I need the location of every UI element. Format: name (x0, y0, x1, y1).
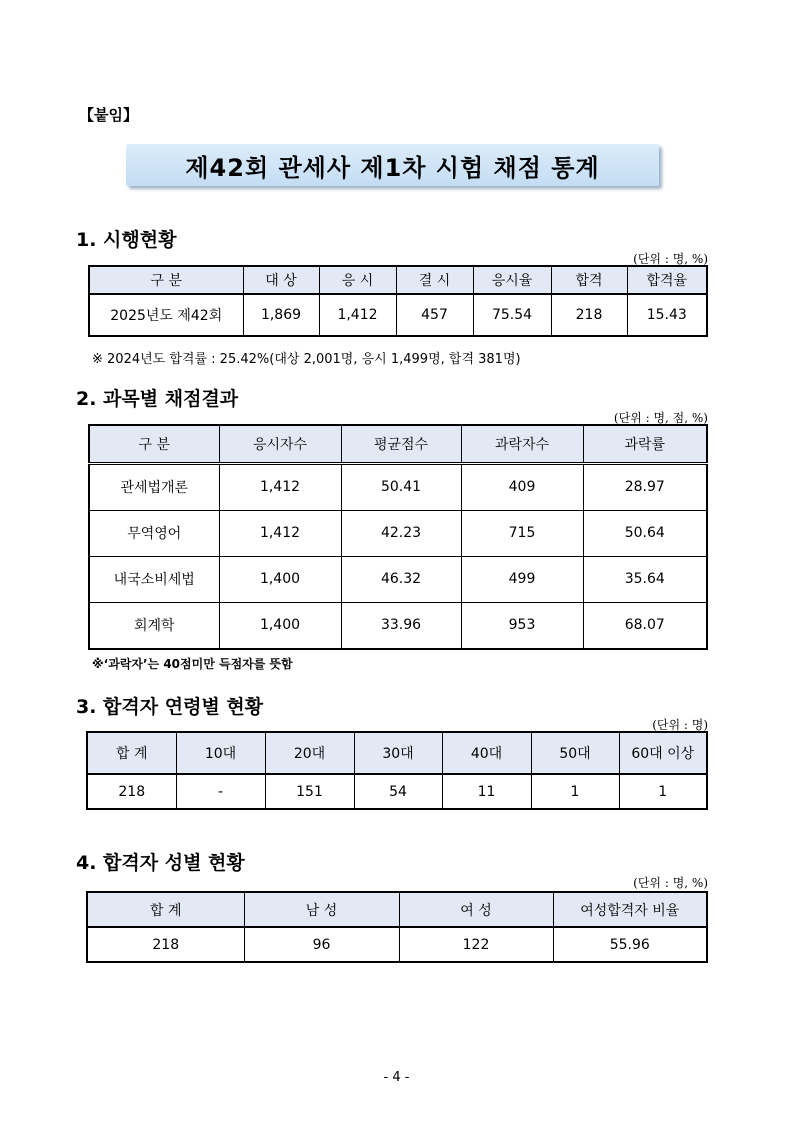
table-cell: 218 (87, 774, 176, 809)
section2-table (88, 424, 708, 650)
table-cell: 122 (399, 927, 553, 962)
header-cell: 10대 (176, 732, 265, 774)
header-cell: 결 시 (396, 266, 473, 294)
table-row (87, 774, 707, 809)
section1-heading: 1. 시행현황 (76, 229, 177, 251)
header-cell: 평균점수 (341, 425, 461, 463)
section3-header-row (87, 732, 707, 774)
header-cell: 합 계 (87, 892, 244, 927)
table-cell: 1,869 (243, 294, 319, 336)
table-cell: 50.41 (341, 463, 461, 510)
header-cell: 여성합격자 비율 (553, 892, 707, 927)
header-cell: 응시율 (473, 266, 551, 294)
header-cell: 50대 (531, 732, 619, 774)
table-cell: 953 (461, 602, 583, 649)
table-cell: 1,412 (319, 294, 396, 336)
table-cell: 11 (442, 774, 531, 809)
table-cell: 15.43 (627, 294, 707, 336)
table-cell: 관세법개론 (89, 463, 219, 510)
section1-note: ※ 2024년도 합격률 : 25.42%(대상 2,001명, 응시 1,499명, 합격 381명) (92, 352, 521, 367)
section3-unit: (단위 : 명) (652, 718, 708, 732)
section2-unit: (단위 : 명, 점, %) (613, 411, 708, 425)
table-cell: 218 (87, 927, 244, 962)
table-cell: 내국소비세법 (89, 556, 219, 602)
table-row (89, 556, 707, 602)
table-cell: 1,412 (219, 510, 341, 556)
table-row (89, 510, 707, 556)
table-cell: 1,400 (219, 556, 341, 602)
table-cell: 28.97 (583, 463, 707, 510)
header-cell: 대 상 (243, 266, 319, 294)
section2-note: ※‘과락자’는 40점미만 득점자를 뜻함 (92, 657, 293, 671)
header-cell: 구 분 (89, 425, 219, 463)
section1-table (88, 265, 708, 337)
table-cell: 1,400 (219, 602, 341, 649)
table-row (89, 602, 707, 649)
section2-heading: 2. 과목별 채점결과 (76, 388, 239, 410)
header-cell: 응시자수 (219, 425, 341, 463)
table-cell: 218 (551, 294, 627, 336)
table-cell: 1 (619, 774, 707, 809)
header-cell: 30대 (354, 732, 442, 774)
section4-unit: (단위 : 명, %) (633, 876, 708, 890)
table-row (87, 927, 707, 962)
header-cell: 남 성 (244, 892, 399, 927)
table-cell: 1 (531, 774, 619, 809)
section3-table (86, 731, 708, 810)
section4-heading: 4. 합격자 성별 현황 (76, 852, 245, 874)
table-cell: 68.07 (583, 602, 707, 649)
table-cell: 무역영어 (89, 510, 219, 556)
table-cell: 457 (396, 294, 473, 336)
header-cell: 합격 (551, 266, 627, 294)
table-cell: 46.32 (341, 556, 461, 602)
section1-unit: (단위 : 명, %) (633, 252, 708, 266)
table-cell: 회계학 (89, 602, 219, 649)
table-cell: 96 (244, 927, 399, 962)
header-cell: 20대 (265, 732, 354, 774)
header-cell: 40대 (442, 732, 531, 774)
table-cell: 54 (354, 774, 442, 809)
header-cell: 구 분 (89, 266, 243, 294)
page-number: - 4 - (383, 1070, 410, 1085)
table-cell: 50.64 (583, 510, 707, 556)
document-title-box (126, 144, 659, 186)
table-cell: 499 (461, 556, 583, 602)
table-cell: 151 (265, 774, 354, 809)
header-cell: 합 계 (87, 732, 176, 774)
attachment-label: 【붙임】 (79, 106, 138, 124)
table-cell: 409 (461, 463, 583, 510)
header-cell: 과락률 (583, 425, 707, 463)
section1-header-row (89, 266, 707, 294)
section4-header-row (87, 892, 707, 927)
table-cell: 75.54 (473, 294, 551, 336)
document-title: 제42회 관세사 제1차 시험 채점 통계 (185, 153, 600, 182)
header-cell: 여 성 (399, 892, 553, 927)
section3-heading: 3. 합격자 연령별 현황 (76, 696, 264, 718)
table-cell: 55.96 (553, 927, 707, 962)
table-cell: 42.23 (341, 510, 461, 556)
header-cell: 60대 이상 (619, 732, 707, 774)
table-cell: 33.96 (341, 602, 461, 649)
section2-header-row (89, 425, 707, 463)
table-cell: - (176, 774, 265, 809)
table-row (89, 294, 707, 336)
section4-table (86, 891, 708, 963)
table-cell: 715 (461, 510, 583, 556)
table-row (89, 463, 707, 510)
header-cell: 합격율 (627, 266, 707, 294)
table-cell: 2025년도 제42회 (89, 294, 243, 336)
header-cell: 과락자수 (461, 425, 583, 463)
table-cell: 1,412 (219, 463, 341, 510)
table-cell: 35.64 (583, 556, 707, 602)
header-cell: 응 시 (319, 266, 396, 294)
